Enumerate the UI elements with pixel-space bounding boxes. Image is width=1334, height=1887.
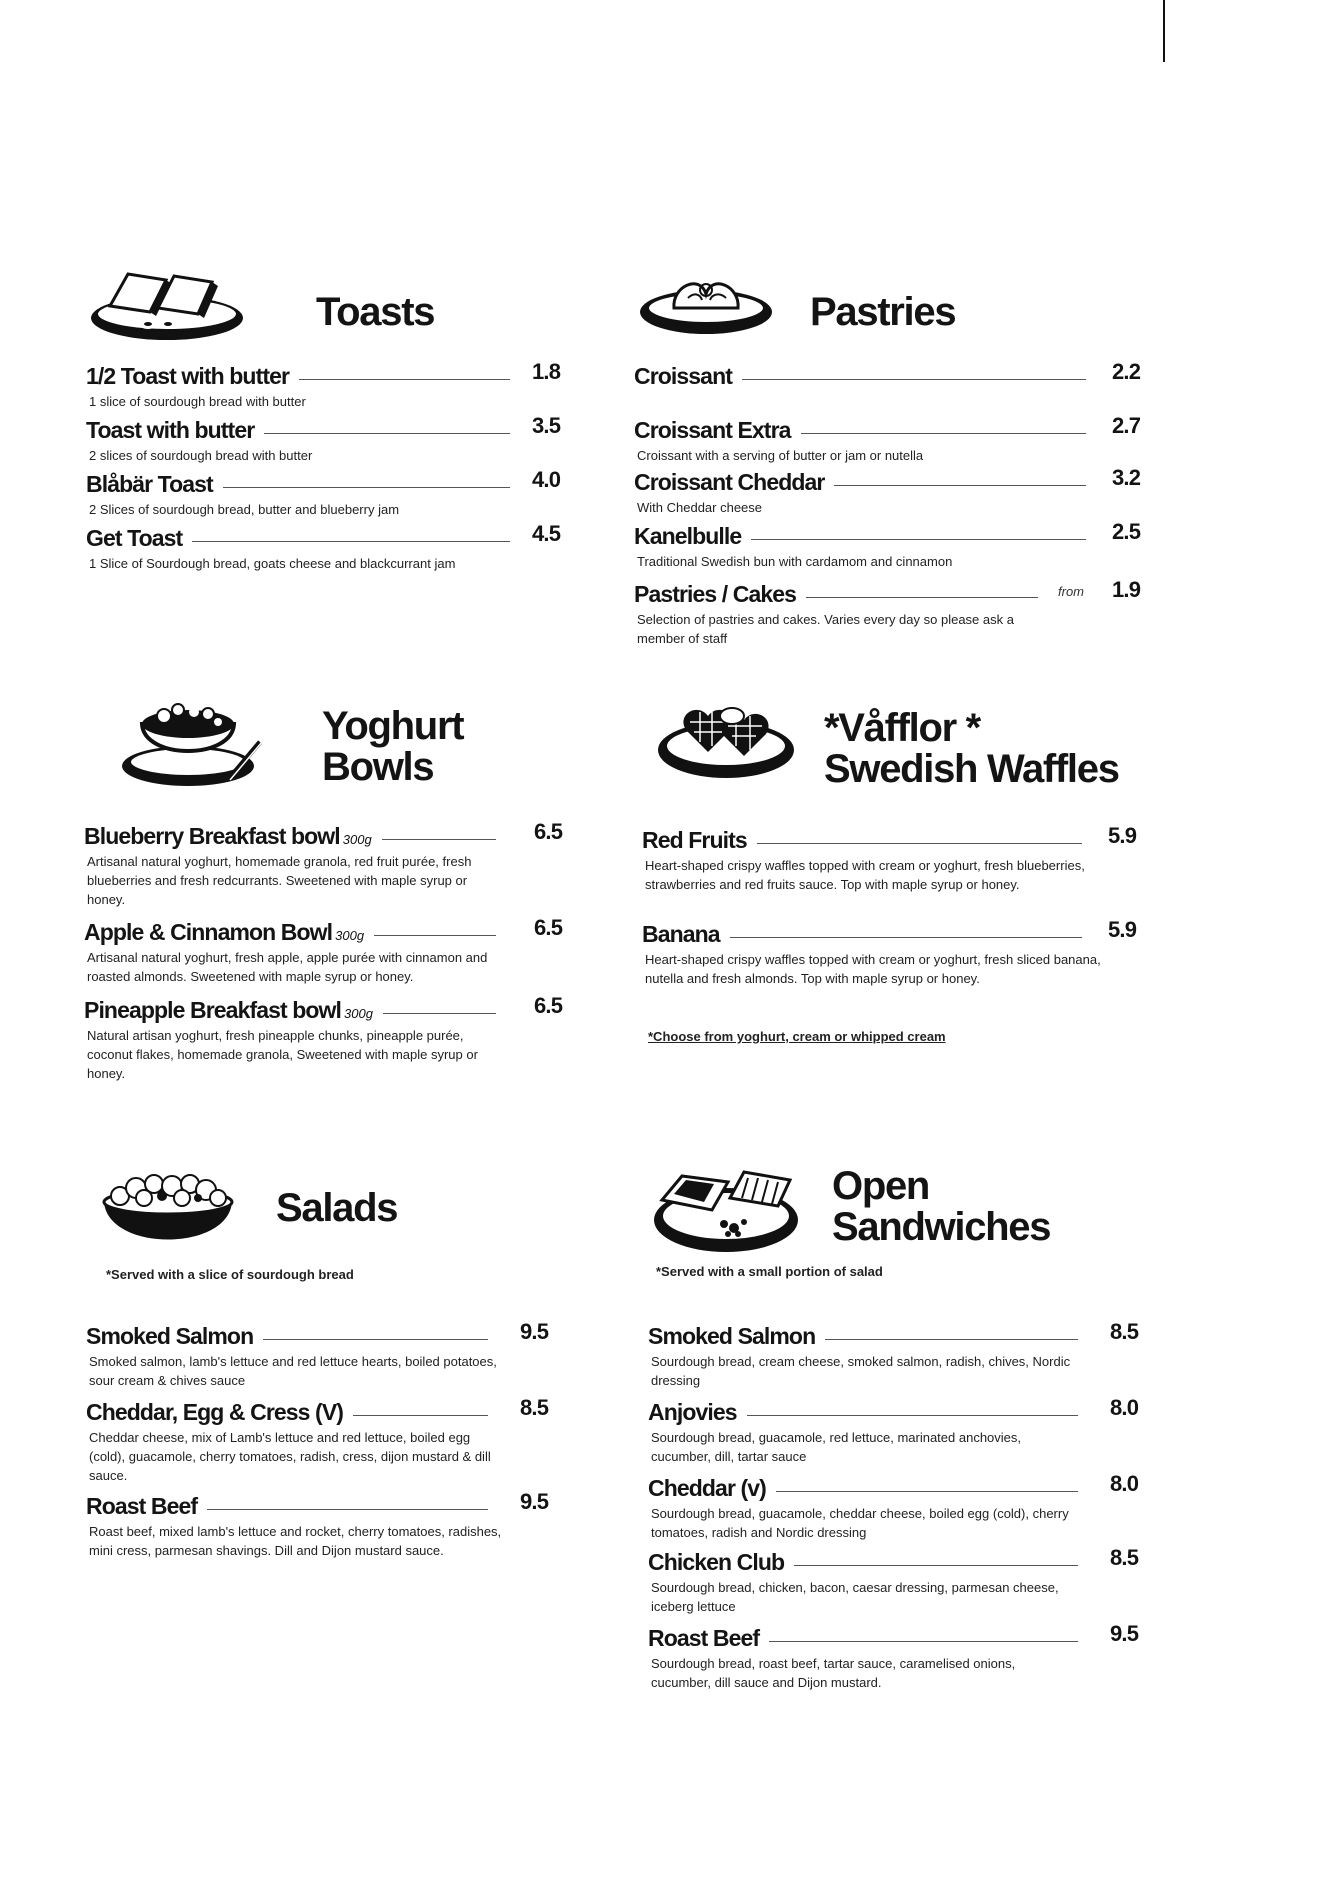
sandwiches-served-note: *Served with a small portion of salad (656, 1264, 883, 1279)
menu-item-toasts-toast-with-butter (86, 413, 576, 465)
menu-item-name-text: Toast with butter (86, 417, 255, 443)
menu-item-description: Traditional Swedish bun with cardamom and cinnamon (637, 554, 953, 569)
section-title-waffles: *Våfflor * Swedish Waffles (824, 706, 1119, 791)
menu-item-name (648, 1322, 825, 1350)
menu-item-price: 9.5 (520, 1489, 549, 1514)
menu-item-name (86, 1492, 207, 1520)
menu-item-header (648, 1545, 1188, 1576)
menu-item-description: Artisanal natural yoghurt, homemade granola, red fruit purée, fresh blueberries and fresh redcurrants. Sweetened with maple syrup or honey. (87, 854, 472, 907)
menu-item-header (642, 823, 1182, 854)
menu-item-yoghurt-blueberry-breakfast-bowl (84, 819, 584, 909)
menu-item-header (84, 993, 584, 1024)
menu-item-description: Sourdough bread, guacamole, cheddar cheese, boiled egg (cold), cherry tomatoes, radish and Nordic dressing (651, 1506, 1069, 1540)
menu-item-price: 3.2 (1112, 465, 1141, 490)
menu-item-sandwiches-smoked-salmon (648, 1319, 1188, 1390)
menu-item-name (86, 362, 299, 390)
menu-item-header (86, 413, 576, 444)
menu-item-description: Sourdough bread, chicken, bacon, caesar dressing, parmesan cheese, iceberg lettuce (651, 1580, 1059, 1614)
menu-item-description: 2 slices of sourdough bread with butter (89, 448, 313, 463)
menu-item-name-text: Pineapple Breakfast bowl (84, 997, 342, 1023)
menu-item-price-prefix: from (1058, 584, 1084, 599)
section-title-sandwiches: Open Sandwiches (832, 1164, 1051, 1249)
menu-item-description: Selection of pastries and cakes. Varies every day so please ask a member of staff (637, 612, 1014, 646)
menu-item-price: 6.5 (534, 993, 563, 1018)
menu-item-price: 5.9 (1108, 823, 1137, 848)
menu-item-price: 3.5 (532, 413, 561, 438)
menu-item-weight: 300g (344, 1006, 373, 1021)
menu-item-description: 2 Slices of sourdough bread, butter and blueberry jam (89, 502, 400, 517)
menu-item-description: Sourdough bread, cream cheese, smoked salmon, radish, chives, Nordic dressing (651, 1354, 1071, 1388)
menu-item-description: 1 slice of sourdough bread with butter (89, 394, 306, 409)
menu-item-price: 9.5 (520, 1319, 549, 1344)
menu-item-name (648, 1548, 794, 1576)
page-edge-mark (1163, 0, 1165, 62)
menu-item-name-text: Anjovies (648, 1399, 737, 1425)
menu-item-toasts-blabar-toast (86, 467, 576, 519)
menu-item-name (648, 1624, 769, 1652)
menu-item-price: 4.0 (532, 467, 561, 492)
menu-item-name (634, 468, 834, 496)
menu-item-name-text: Kanelbulle (634, 523, 742, 549)
menu-item-name-text: Roast Beef (648, 1625, 760, 1651)
menu-item-header (648, 1471, 1188, 1502)
menu-item-toasts-get-toast (86, 521, 576, 573)
menu-item-name (648, 1474, 776, 1502)
menu-item-description: 1 Slice of Sourdough bread, goats cheese and blackcurrant jam (89, 556, 456, 571)
menu-item-name-text: Croissant Extra (634, 417, 791, 443)
menu-item-price: 1.8 (532, 359, 561, 384)
menu-item-name (86, 416, 264, 444)
menu-item-name (84, 918, 374, 950)
menu-item-name (642, 920, 730, 948)
menu-item-name-text: Croissant Cheddar (634, 469, 825, 495)
menu-item-name-text: Blåbär Toast (86, 471, 213, 497)
menu-item-yoghurt-pineapple-breakfast-bowl (84, 993, 584, 1083)
menu-item-name-text: Cheddar (v) (648, 1475, 766, 1501)
menu-item-description: Cheddar cheese, mix of Lamb's lettuce and red lettuce, boiled egg (cold), guacamole, cherry tomatoes, radish, cress, dijon mustard & dill sauce. (89, 1430, 491, 1483)
menu-item-pastries-croissant-cheddar (634, 465, 1174, 517)
menu-item-sandwiches-cheddar-v (648, 1471, 1188, 1542)
section-title-yoghurt: Yoghurt Bowls (322, 704, 464, 789)
toast-plate-icon (88, 262, 246, 342)
menu-item-name-text: Cheddar, Egg & Cress (V) (86, 1399, 344, 1425)
menu-item-header (84, 915, 584, 946)
menu-item-name (84, 996, 383, 1028)
menu-item-pastries-kanelbulle (634, 519, 1174, 571)
section-title-toasts: Toasts (316, 290, 435, 334)
menu-item-description: Natural artisan yoghurt, fresh pineapple chunks, pineapple purée, coconut flakes, homemade granola, Sweetened with maple syrup or honey. (87, 1028, 478, 1081)
menu-item-name-text: Banana (642, 921, 720, 947)
menu-item-weight: 300g (342, 832, 372, 847)
menu-item-header (634, 413, 1174, 444)
menu-item-description: With Cheddar cheese (637, 500, 763, 515)
menu-item-header (634, 359, 1174, 390)
menu-item-name (86, 1398, 353, 1426)
menu-item-price: 6.5 (534, 819, 563, 844)
menu-item-description: Smoked salmon, lamb's lettuce and red lettuce hearts, boiled potatoes, sour cream & chives sauce (89, 1354, 497, 1388)
menu-item-name-text: Smoked Salmon (86, 1323, 254, 1349)
menu-item-description: Heart-shaped crispy waffles topped with cream or yoghurt, fresh sliced banana, nutella and fresh almonds. Top with maple syrup or honey. (645, 952, 1101, 986)
menu-item-salads-roast-beef (86, 1489, 576, 1560)
menu-item-name-text: Roast Beef (86, 1493, 198, 1519)
menu-item-header (634, 465, 1174, 496)
menu-item-weight: 300g (335, 928, 365, 943)
menu-item-name (634, 416, 801, 444)
menu-item-name-text: Croissant (634, 363, 732, 389)
menu-item-price: 8.0 (1110, 1471, 1139, 1496)
menu-item-header (648, 1621, 1188, 1652)
menu-item-name (642, 826, 757, 854)
menu-item-header (642, 917, 1182, 948)
menu-item-pastries-croissant-extra (634, 413, 1174, 465)
menu-item-price: 5.9 (1108, 917, 1137, 942)
menu-item-name (86, 470, 223, 498)
menu-item-pastries-pastries-cakes (634, 577, 1174, 648)
menu-item-header (86, 1395, 576, 1426)
menu-item-name (86, 1322, 263, 1350)
menu-item-toasts-1-2-toast-with-butter (86, 359, 576, 411)
waffles-choice-note: *Choose from yoghurt, cream or whipped cream (648, 1029, 946, 1044)
section-title-pastries: Pastries (810, 290, 956, 334)
menu-item-price: 2.5 (1112, 519, 1141, 544)
menu-item-header (86, 521, 576, 552)
menu-item-price: 8.5 (520, 1395, 549, 1420)
menu-item-name-text: Blueberry Breakfast bowl (84, 823, 340, 849)
menu-item-header (86, 359, 576, 390)
menu-item-description: Roast beef, mixed lamb's lettuce and rocket, cherry tomatoes, radishes, mini cress, parmesan shavings. Dill and Dijon mustard sauce. (89, 1524, 502, 1558)
menu-item-description: Heart-shaped crispy waffles topped with cream or yoghurt, fresh blueberries, strawberries and red fruits sauce. Top with maple syrup or honey. (645, 858, 1085, 892)
pastry-plate-icon (638, 268, 774, 338)
menu-item-name-text: Red Fruits (642, 827, 747, 853)
menu-item-yoghurt-apple-cinnamon-bowl (84, 915, 584, 986)
menu-item-leader-line (682, 937, 1082, 938)
menu-item-name-text: Get Toast (86, 525, 183, 551)
menu-item-price: 8.5 (1110, 1545, 1139, 1570)
menu-item-name-text: Pastries / Cakes (634, 581, 797, 607)
menu-item-price: 8.0 (1110, 1395, 1139, 1420)
menu-item-sandwiches-chicken-club (648, 1545, 1188, 1616)
yoghurt-bowl-icon (120, 690, 270, 790)
waffle-plate-icon (656, 686, 796, 786)
menu-item-waffles-red-fruits (642, 823, 1182, 894)
menu-item-waffles-banana (642, 917, 1182, 988)
menu-item-description: Sourdough bread, roast beef, tartar sauce, caramelised onions, cucumber, dill sauce and Dijon mustard. (651, 1656, 1016, 1690)
menu-item-name (634, 580, 806, 608)
menu-item-name-text: Smoked Salmon (648, 1323, 816, 1349)
menu-item-header (648, 1395, 1188, 1426)
menu-item-price: 6.5 (534, 915, 563, 940)
menu-item-price: 2.2 (1112, 359, 1141, 384)
menu-item-header (84, 819, 584, 850)
menu-item-name-text: Chicken Club (648, 1549, 785, 1575)
menu-item-price: 9.5 (1110, 1621, 1139, 1646)
salad-bowl-icon (98, 1168, 238, 1256)
menu-item-description: Croissant with a serving of butter or jam or nutella (637, 448, 924, 463)
menu-item-header (86, 467, 576, 498)
menu-item-pastries-croissant (634, 359, 1174, 390)
menu-item-name-text: 1/2 Toast with butter (86, 363, 290, 389)
menu-item-price: 8.5 (1110, 1319, 1139, 1344)
menu-item-salads-cheddar-egg-cress-v (86, 1395, 576, 1485)
menu-item-name-text: Apple & Cinnamon Bowl (84, 919, 333, 945)
menu-item-sandwiches-anjovies (648, 1395, 1188, 1466)
menu-item-salads-smoked-salmon (86, 1319, 576, 1390)
menu-item-name (84, 822, 382, 854)
sandwich-plate-icon (652, 1162, 802, 1258)
menu-item-header (86, 1319, 576, 1350)
menu-item-name (634, 522, 751, 550)
section-title-salads: Salads (276, 1186, 398, 1230)
menu-item-sandwiches-roast-beef (648, 1621, 1188, 1692)
menu-item-price: 1.9 (1112, 577, 1141, 602)
menu-item-header (634, 519, 1174, 550)
menu-item-header (648, 1319, 1188, 1350)
menu-item-header (86, 1489, 576, 1520)
menu-item-name (86, 524, 192, 552)
menu-item-description: Sourdough bread, guacamole, red lettuce, marinated anchovies, cucumber, dill, tartar sauce (651, 1430, 1022, 1464)
salads-served-note: *Served with a slice of sourdough bread (106, 1267, 354, 1282)
menu-item-header (634, 577, 1174, 608)
menu-item-description: Artisanal natural yoghurt, fresh apple, apple purée with cinnamon and roasted almonds. Sweetened with maple syrup or honey. (87, 950, 488, 984)
menu-item-price: 4.5 (532, 521, 561, 546)
menu-item-price: 2.7 (1112, 413, 1141, 438)
menu-item-name (634, 362, 742, 390)
menu-item-name (648, 1398, 747, 1426)
